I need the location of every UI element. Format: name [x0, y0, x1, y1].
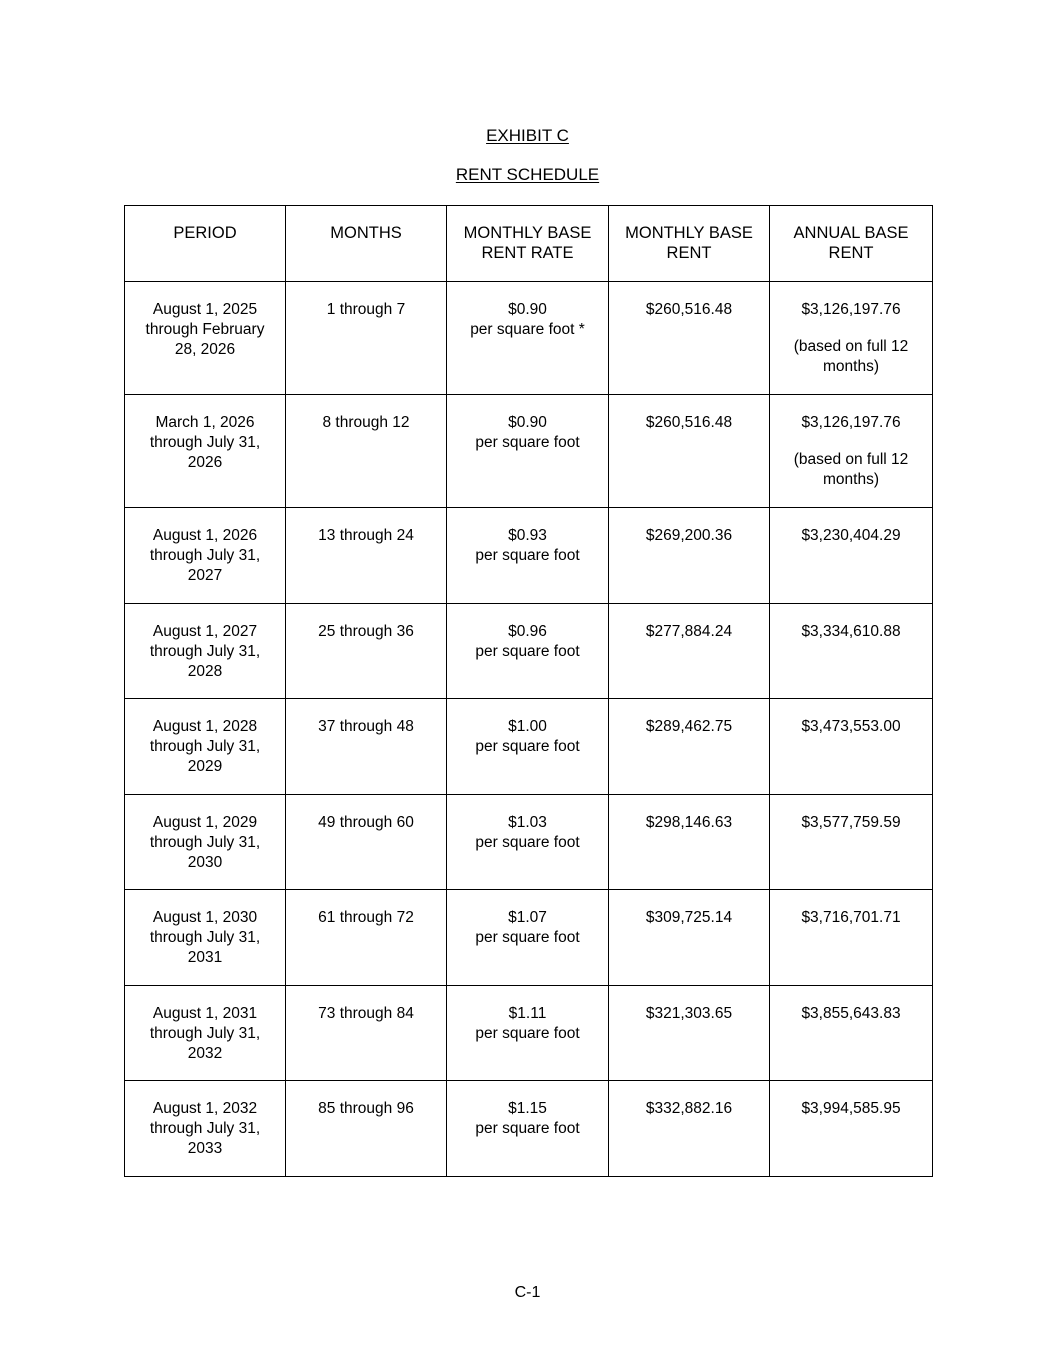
- header-monthly-base-rent-rate: MONTHLY BASE RENT RATE: [447, 206, 609, 282]
- months-cell: 25 through 36: [286, 603, 447, 699]
- annual-rent-cell: $3,855,643.83: [770, 985, 933, 1081]
- monthly-rent-cell: $332,882.16: [609, 1081, 770, 1177]
- rate-cell: $1.15 per square foot: [447, 1081, 609, 1177]
- months-cell: 85 through 96: [286, 1081, 447, 1177]
- exhibit-title: EXHIBIT C: [486, 126, 569, 145]
- table-row: [125, 985, 933, 1081]
- table-header-row: [125, 206, 933, 282]
- rate-cell: $0.96 per square foot: [447, 603, 609, 699]
- annual-rent-cell: $3,716,701.71: [770, 890, 933, 986]
- period-cell: August 1, 2032 through July 31, 2033: [125, 1081, 286, 1177]
- rent-schedule-table: [124, 205, 933, 1177]
- rate-cell: $1.07 per square foot: [447, 890, 609, 986]
- rate-cell: $1.11 per square foot: [447, 985, 609, 1081]
- table-row: [125, 282, 933, 395]
- annual-rent-cell: $3,126,197.76 (based on full 12 months): [770, 395, 933, 508]
- table-row: [125, 699, 933, 795]
- monthly-rent-cell: $269,200.36: [609, 508, 770, 604]
- monthly-rent-cell: $289,462.75: [609, 699, 770, 795]
- months-cell: 1 through 7: [286, 282, 447, 395]
- rate-cell: $1.00 per square foot: [447, 699, 609, 795]
- period-cell: August 1, 2026 through July 31, 2027: [125, 508, 286, 604]
- rate-cell: $0.90 per square foot: [447, 395, 609, 508]
- period-cell: August 1, 2030 through July 31, 2031: [125, 890, 286, 986]
- rate-cell: $0.90 per square foot *: [447, 282, 609, 395]
- table-row: [125, 794, 933, 890]
- monthly-rent-cell: $309,725.14: [609, 890, 770, 986]
- annual-rent-cell: $3,577,759.59: [770, 794, 933, 890]
- table-row: [125, 395, 933, 508]
- header-monthly-base-rent: MONTHLY BASE RENT: [609, 206, 770, 282]
- header-period: PERIOD: [125, 206, 286, 282]
- monthly-rent-cell: $260,516.48: [609, 282, 770, 395]
- monthly-rent-cell: $260,516.48: [609, 395, 770, 508]
- period-cell: August 1, 2027 through July 31, 2028: [125, 603, 286, 699]
- period-cell: August 1, 2029 through July 31, 2030: [125, 794, 286, 890]
- months-cell: 49 through 60: [286, 794, 447, 890]
- annual-rent-cell: $3,473,553.00: [770, 699, 933, 795]
- months-cell: 8 through 12: [286, 395, 447, 508]
- months-cell: 73 through 84: [286, 985, 447, 1081]
- table-row: [125, 1081, 933, 1177]
- rate-cell: $1.03 per square foot: [447, 794, 609, 890]
- table-row: [125, 890, 933, 986]
- rate-cell: $0.93 per square foot: [447, 508, 609, 604]
- header-annual-base-rent: ANNUAL BASE RENT: [770, 206, 933, 282]
- period-cell: August 1, 2031 through July 31, 2032: [125, 985, 286, 1081]
- annual-rent-cell: $3,126,197.76 (based on full 12 months): [770, 282, 933, 395]
- monthly-rent-cell: $277,884.24: [609, 603, 770, 699]
- table-row: [125, 508, 933, 604]
- schedule-title: RENT SCHEDULE: [455, 165, 600, 184]
- period-cell: August 1, 2025 through February 28, 2026: [125, 282, 286, 395]
- months-cell: 37 through 48: [286, 699, 447, 795]
- period-cell: March 1, 2026 through July 31, 2026: [125, 395, 286, 508]
- monthly-rent-cell: $298,146.63: [609, 794, 770, 890]
- table-row: [125, 603, 933, 699]
- period-cell: August 1, 2028 through July 31, 2029: [125, 699, 286, 795]
- annual-rent-note: (based on full 12 months): [793, 338, 909, 375]
- annual-rent-cell: $3,994,585.95: [770, 1081, 933, 1177]
- months-cell: 13 through 24: [286, 508, 447, 604]
- months-cell: 61 through 72: [286, 890, 447, 986]
- header-months: MONTHS: [286, 206, 447, 282]
- page-number: C-1: [514, 1284, 541, 1301]
- monthly-rent-cell: $321,303.65: [609, 985, 770, 1081]
- annual-rent-note: (based on full 12 months): [793, 451, 909, 488]
- annual-rent-cell: $3,334,610.88: [770, 603, 933, 699]
- annual-rent-cell: $3,230,404.29: [770, 508, 933, 604]
